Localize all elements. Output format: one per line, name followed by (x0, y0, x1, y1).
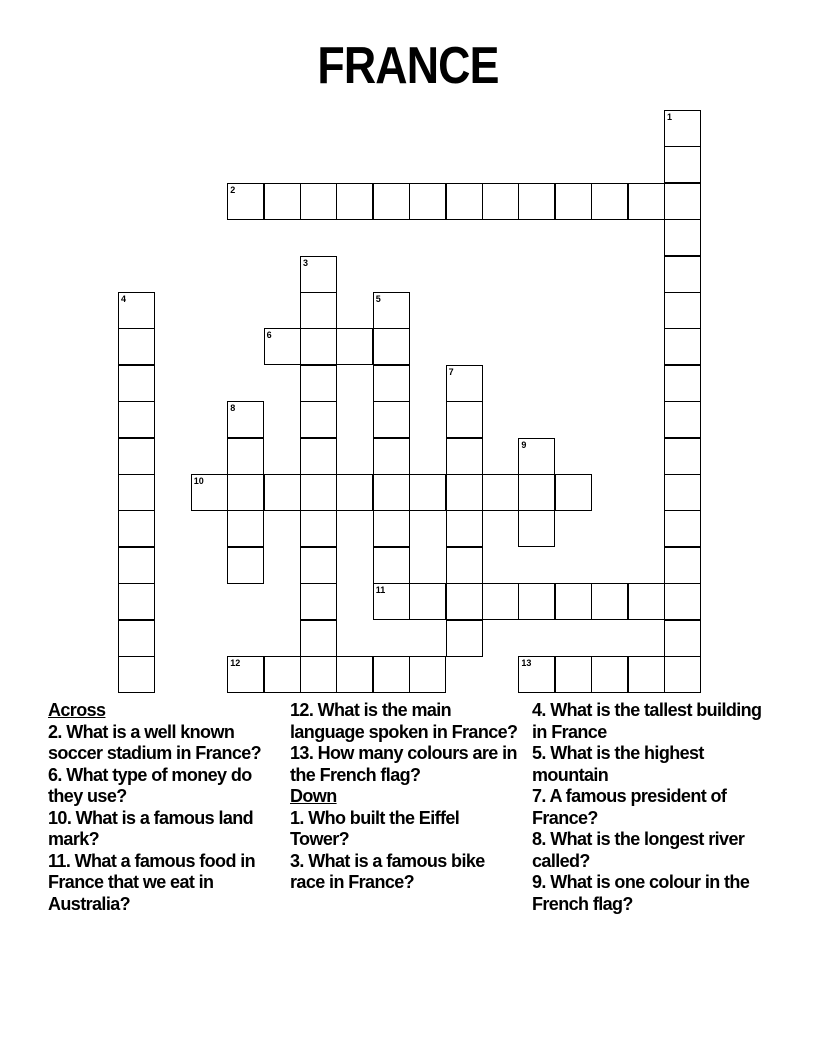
grid-cell[interactable] (118, 547, 155, 584)
down-header: Down (290, 786, 337, 806)
grid-cell[interactable] (482, 183, 519, 220)
grid-cell[interactable] (664, 365, 701, 402)
grid-cell[interactable] (518, 510, 555, 547)
grid-cell[interactable] (373, 401, 410, 438)
clue-number: 1 (667, 112, 673, 122)
grid-cell[interactable] (664, 292, 701, 329)
grid-cell[interactable] (227, 474, 264, 511)
clue-across-13: 13. How many colours are in the French flag? (290, 743, 517, 785)
grid-cell[interactable] (373, 474, 410, 511)
grid-cell[interactable] (227, 656, 264, 693)
clue-number: 8 (230, 403, 236, 414)
clue-down-9: 9. What is one colour in the French flag? (532, 872, 750, 914)
grid-cell[interactable] (373, 328, 410, 365)
clue-down-5: 5. What is the highest mountain (532, 743, 704, 785)
clue-column-2 (290, 700, 520, 894)
grid-cell[interactable] (300, 256, 337, 293)
grid-cell[interactable] (336, 656, 373, 693)
grid-cell[interactable] (664, 328, 701, 365)
grid-cell[interactable] (628, 183, 665, 220)
clue-number: 2 (230, 184, 236, 195)
grid-cell[interactable] (227, 183, 264, 220)
grid-cell[interactable] (664, 183, 701, 220)
grid-cell[interactable] (446, 583, 483, 620)
across-header: Across (48, 700, 106, 720)
grid-cell[interactable] (300, 401, 337, 438)
clue-number: 7 (448, 366, 454, 377)
grid-cell[interactable] (518, 583, 555, 620)
grid-cell[interactable] (409, 583, 446, 620)
grid-cell[interactable] (518, 656, 555, 693)
grid-cell[interactable] (118, 583, 155, 620)
grid-cell[interactable] (446, 365, 483, 402)
clue-number: 5 (375, 294, 381, 304)
clue-down-3: 3. What is a famous bike race in France? (290, 850, 485, 892)
grid-cell[interactable] (664, 510, 701, 547)
grid-cell[interactable] (409, 183, 446, 220)
grid-cell[interactable] (591, 583, 628, 620)
puzzle-title: FRANCE (317, 37, 499, 95)
grid-cell[interactable] (373, 292, 410, 329)
grid-cell[interactable] (373, 656, 410, 693)
clue-column-1 (48, 700, 286, 915)
grid-cell[interactable] (227, 510, 264, 547)
grid-cell[interactable] (664, 256, 701, 293)
grid-cell[interactable] (664, 219, 701, 256)
grid-cell[interactable] (446, 438, 483, 475)
grid-cell[interactable] (591, 656, 628, 693)
grid-cell[interactable] (227, 547, 264, 584)
grid-cell[interactable] (227, 401, 264, 438)
grid-cell[interactable] (118, 292, 155, 329)
grid-cell[interactable] (300, 183, 337, 220)
grid-cell[interactable] (373, 365, 410, 402)
grid-cell[interactable] (518, 474, 555, 511)
grid-cell[interactable] (300, 365, 337, 402)
grid-cell[interactable] (628, 656, 665, 693)
grid-cell[interactable] (555, 583, 592, 620)
grid-cell[interactable] (664, 401, 701, 438)
clue-number: 3 (303, 257, 309, 268)
grid-cell[interactable] (227, 438, 264, 475)
grid-cell[interactable] (446, 620, 483, 657)
grid-cell[interactable] (300, 292, 337, 329)
grid-cell[interactable] (446, 510, 483, 547)
grid-cell[interactable] (300, 583, 337, 620)
grid-cell[interactable] (555, 474, 592, 511)
grid-cell[interactable] (336, 183, 373, 220)
grid-cell[interactable] (555, 183, 592, 220)
grid-cell[interactable] (664, 474, 701, 511)
grid-cell[interactable] (373, 438, 410, 475)
clue-down-7: 7. A famous president of France? (532, 786, 727, 828)
clue-down-4: 4. What is the tallest building in France (532, 700, 762, 742)
grid-cell[interactable] (664, 583, 701, 620)
grid-cell[interactable] (118, 474, 155, 511)
grid-cell[interactable] (300, 620, 337, 657)
clue-number: 6 (266, 330, 272, 341)
clue-across-11: 11. What a famous food in France that we eat in Australia? (48, 850, 256, 914)
grid-cell[interactable] (446, 474, 483, 511)
clue-across-2: 2. What is a well known soccer stadium in France? (48, 721, 262, 763)
grid-cell[interactable] (518, 438, 555, 475)
clue-down-1: 1. Who built the Eiffel Tower? (290, 807, 460, 849)
grid-cell[interactable] (300, 438, 337, 475)
grid-cell[interactable] (518, 183, 555, 220)
clue-across-6: 6. What type of money do they use? (48, 764, 252, 806)
grid-cell[interactable] (118, 620, 155, 657)
grid-cell[interactable] (300, 474, 337, 511)
grid-cell[interactable] (373, 583, 410, 620)
clue-number: 12 (230, 658, 241, 668)
clue-down-8: 8. What is the longest river called? (532, 829, 745, 871)
grid-cell[interactable] (446, 401, 483, 438)
grid-cell[interactable] (373, 183, 410, 220)
grid-cell[interactable] (118, 510, 155, 547)
grid-cell[interactable] (300, 328, 337, 365)
grid-cell[interactable] (118, 365, 155, 402)
grid-cell[interactable] (300, 510, 337, 547)
grid-cell[interactable] (664, 656, 701, 693)
grid-cell[interactable] (446, 183, 483, 220)
grid-cell[interactable] (664, 620, 701, 657)
grid-cell[interactable] (664, 438, 701, 475)
grid-cell[interactable] (664, 547, 701, 584)
grid-cell[interactable] (591, 183, 628, 220)
grid-cell[interactable] (118, 328, 155, 365)
clue-number: 10 (193, 476, 204, 486)
clue-column-3 (532, 700, 772, 915)
grid-cell[interactable] (482, 583, 519, 620)
grid-cell[interactable] (336, 328, 373, 365)
grid-cell[interactable] (191, 474, 228, 511)
grid-cell[interactable] (336, 474, 373, 511)
grid-cell[interactable] (118, 401, 155, 438)
grid-cell[interactable] (664, 110, 701, 147)
grid-cell[interactable] (264, 474, 301, 511)
grid-cell[interactable] (373, 547, 410, 584)
grid-cell[interactable] (118, 656, 155, 693)
grid-cell[interactable] (300, 656, 337, 693)
grid-cell[interactable] (264, 656, 301, 693)
clue-across-12: 12. What is the main language spoken in France? (290, 700, 518, 742)
grid-cell[interactable] (446, 547, 483, 584)
clue-number: 4 (121, 294, 127, 304)
clue-number: 9 (521, 439, 527, 450)
grid-cell[interactable] (264, 183, 301, 220)
grid-cell[interactable] (264, 328, 301, 365)
grid-cell[interactable] (300, 547, 337, 584)
grid-cell[interactable] (482, 474, 519, 511)
clue-number: 11 (375, 585, 386, 596)
grid-cell[interactable] (628, 583, 665, 620)
grid-cell[interactable] (118, 438, 155, 475)
grid-cell[interactable] (409, 474, 446, 511)
grid-cell[interactable] (555, 656, 592, 693)
grid-cell[interactable] (409, 656, 446, 693)
clue-across-10: 10. What is a famous land mark? (48, 807, 254, 849)
grid-cell[interactable] (664, 146, 701, 183)
clue-number: 13 (521, 658, 532, 668)
grid-cell[interactable] (373, 510, 410, 547)
